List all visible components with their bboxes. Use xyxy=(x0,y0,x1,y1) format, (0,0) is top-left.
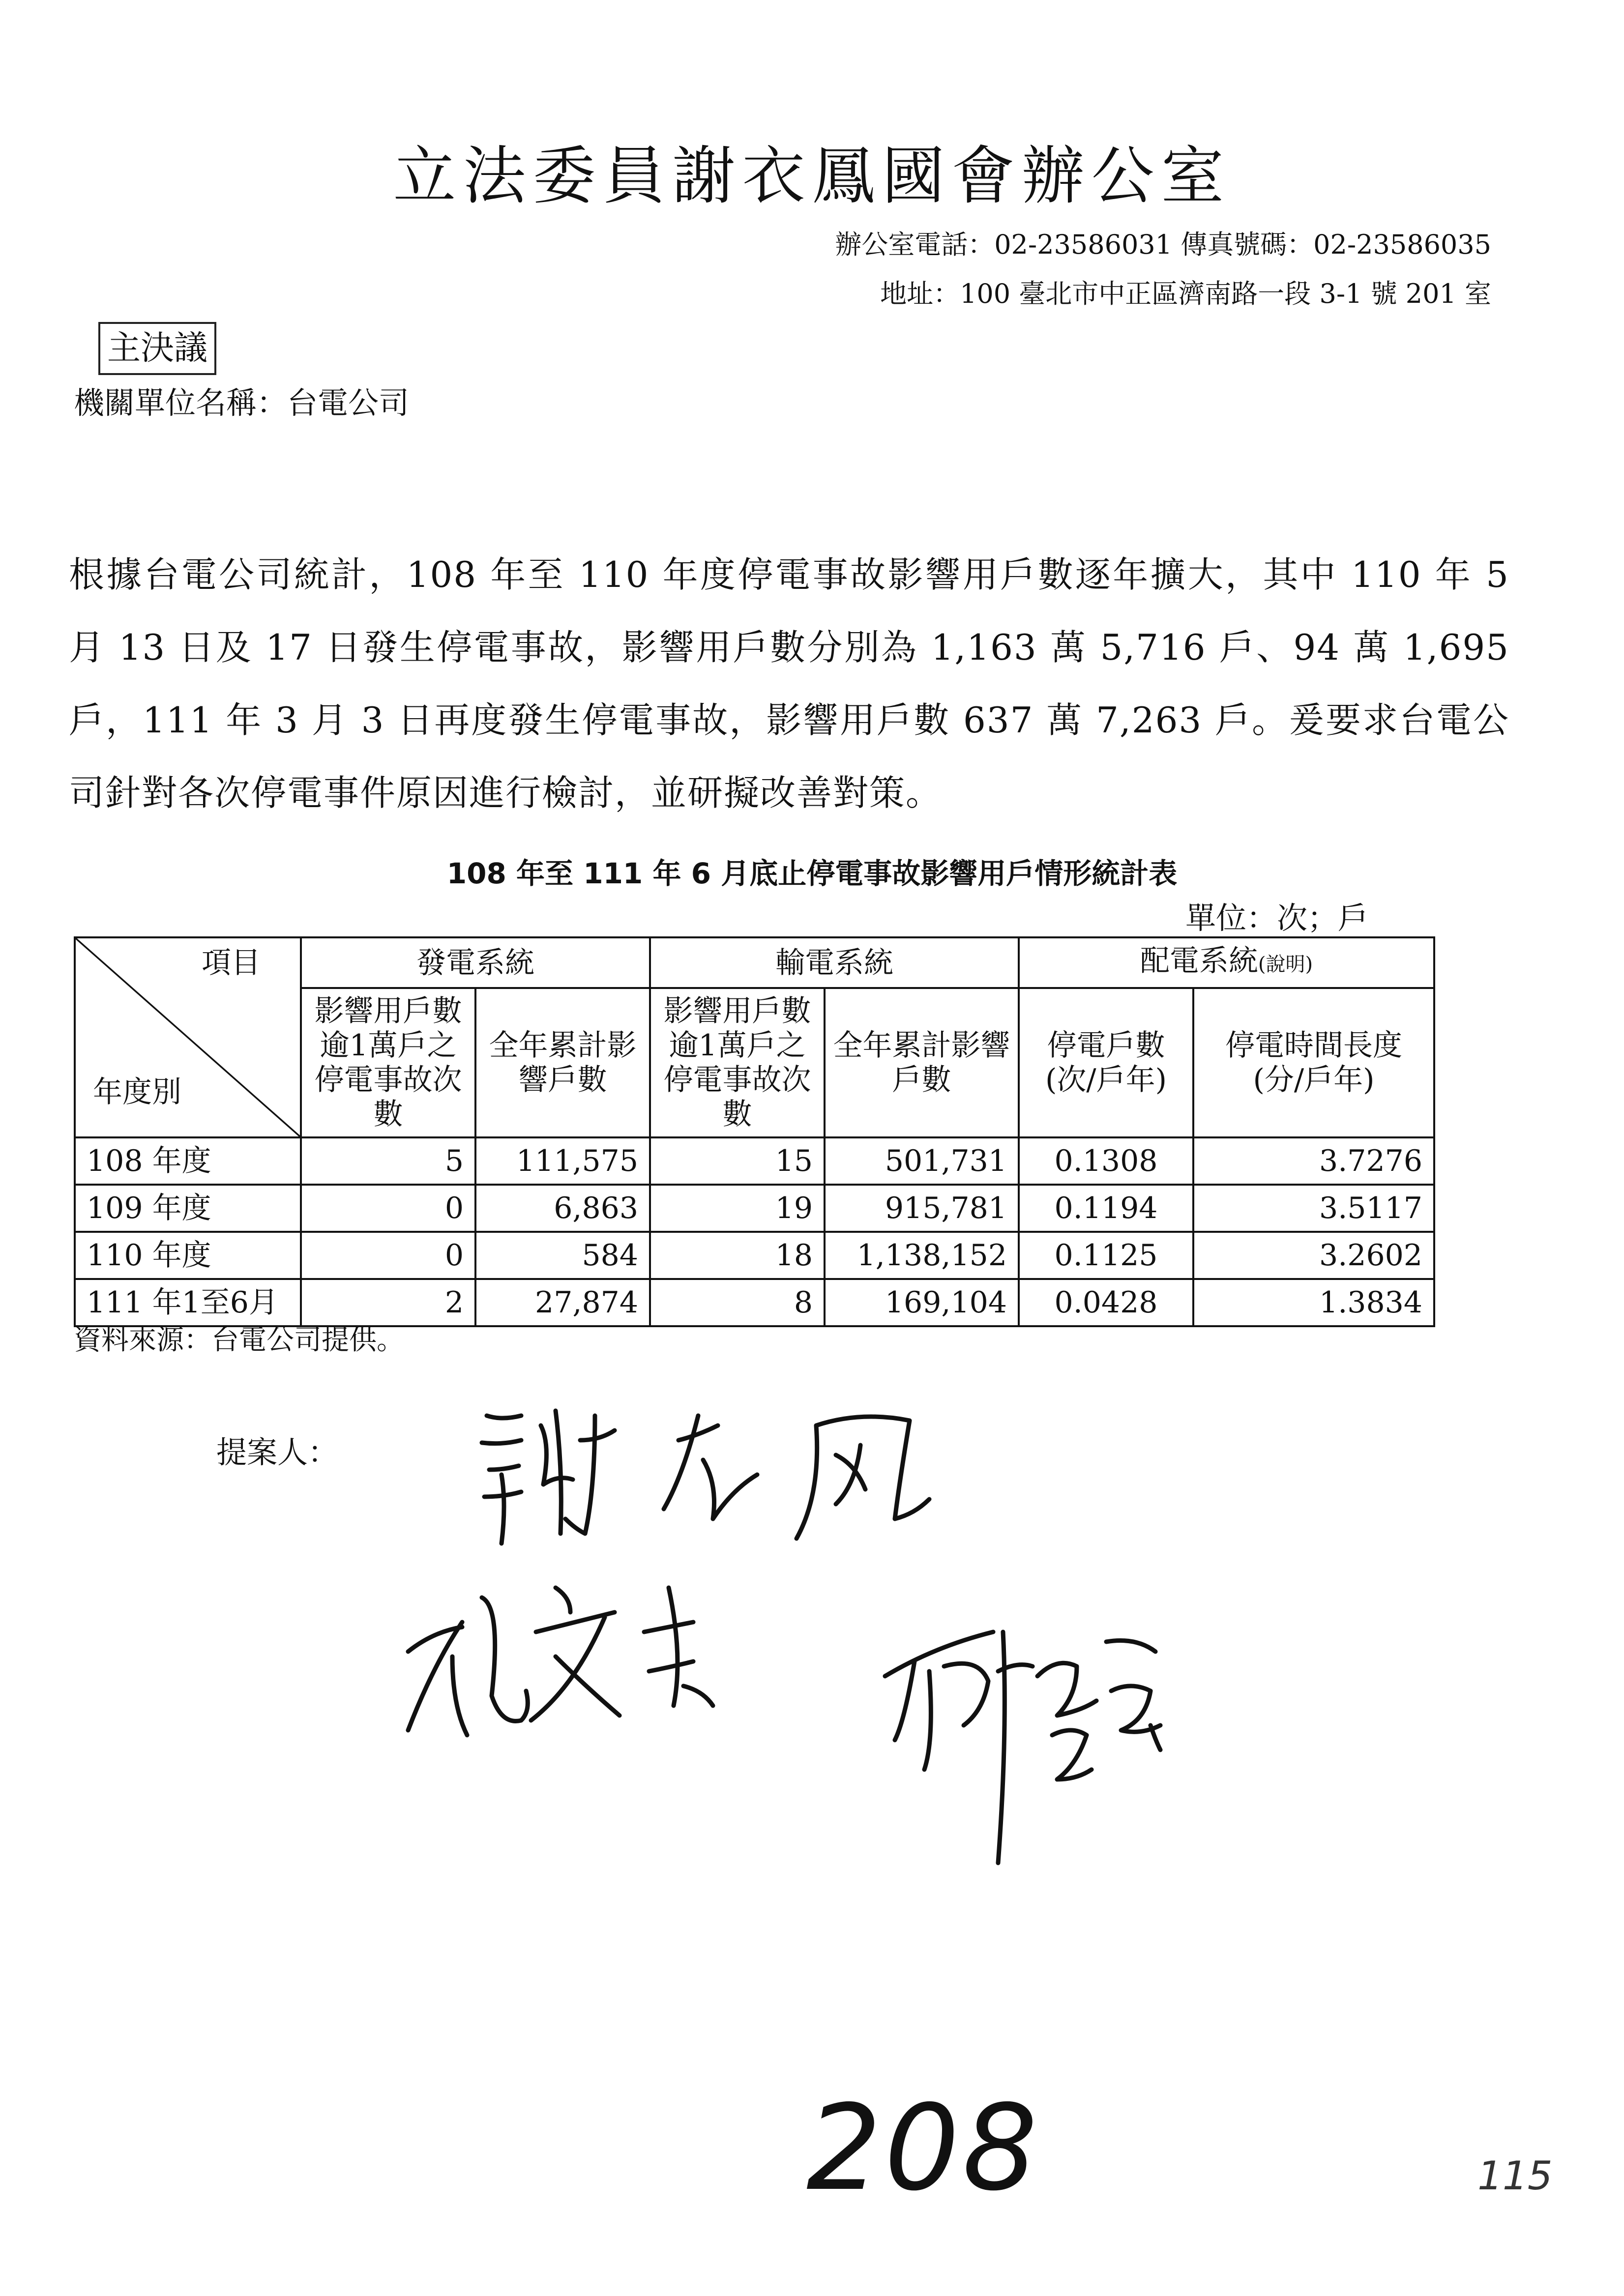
row-trans-total: 169,104 xyxy=(825,1279,1019,1326)
office-address: 地址：100 臺北市中正區濟南路一段 3-1 號 201 室 xyxy=(880,278,1491,309)
row-trans-count: 15 xyxy=(650,1137,825,1185)
row-trans-count: 8 xyxy=(650,1279,825,1326)
header-corner-cell xyxy=(75,937,301,1137)
row-dist-duration: 3.2602 xyxy=(1193,1232,1434,1279)
table-row xyxy=(75,1232,1434,1279)
row-gen-total: 111,575 xyxy=(475,1137,650,1185)
row-gen-count: 2 xyxy=(301,1279,475,1326)
signature-1 xyxy=(472,1396,944,1558)
corner-page-number: 115 xyxy=(1477,2153,1553,2199)
group-generation: 發電系統 xyxy=(301,937,650,988)
subheader-gen-total: 全年累計影響戶數 xyxy=(475,988,650,1137)
page-number: 208 xyxy=(806,2079,1041,2217)
table-row xyxy=(75,1137,1434,1185)
row-gen-count: 5 xyxy=(301,1137,475,1185)
row-year: 109 年度 xyxy=(75,1185,301,1232)
office-title: 立法委員謝衣鳳國會辦公室 xyxy=(393,140,1231,213)
office-phone-fax: 辦公室電話：02-23586031 傳真號碼：02-23586035 xyxy=(835,229,1491,260)
signature-3 xyxy=(875,1612,1219,1868)
subheader-gen-count: 影響用戶數逾1萬戶之停電事故次數 xyxy=(301,988,475,1137)
row-dist-duration: 3.5117 xyxy=(1193,1185,1434,1232)
group-distribution xyxy=(1019,937,1434,988)
resolution-body: 根據台電公司統計，108 年至 110 年度停電事故影響用戶數逐年擴大，其中 110 年 5 月 13 日及 17 日發生停電事故，影響用戶數分別為 1,163 萬 5,716 戶、94 萬 1,695 戶，111 年 3 月 3 日再度發生停電事故，影響用戶數 637 萬 7,263 戶。爰要求台電公司針對各次停電事件原因進行檢討，並研擬改善對策。 xyxy=(69,554,1509,814)
row-gen-total: 6,863 xyxy=(475,1185,650,1232)
row-trans-total: 1,138,152 xyxy=(825,1232,1019,1279)
row-dist-duration: 1.3834 xyxy=(1193,1279,1434,1326)
proposer-label: 提案人： xyxy=(216,1434,339,1470)
agency-name: 機關單位名稱：台電公司 xyxy=(74,385,410,421)
row-dist-households: 0.1194 xyxy=(1019,1185,1193,1232)
table-row xyxy=(75,1185,1434,1232)
row-dist-households: 0.1308 xyxy=(1019,1137,1193,1185)
row-gen-total: 27,874 xyxy=(475,1279,650,1326)
group-transmission: 輸電系統 xyxy=(650,937,1019,988)
subheader-trans-count: 影響用戶數逾1萬戶之停電事故次數 xyxy=(650,988,825,1137)
row-dist-households: 0.0428 xyxy=(1019,1279,1193,1326)
group-distribution-note: (說明) xyxy=(1258,953,1313,976)
corner-year-label: 年度別 xyxy=(93,1075,181,1109)
subheader-trans-total: 全年累計影響戶數 xyxy=(825,988,1019,1137)
row-trans-total: 501,731 xyxy=(825,1137,1019,1185)
outage-statistics-table xyxy=(74,936,1435,1327)
row-gen-total: 584 xyxy=(475,1232,650,1279)
row-year: 108 年度 xyxy=(75,1137,301,1185)
row-trans-count: 19 xyxy=(650,1185,825,1232)
signature-2 xyxy=(393,1558,836,1760)
group-distribution-label: 配電系統 xyxy=(1140,944,1258,978)
corner-item-label: 項目 xyxy=(202,946,261,980)
row-gen-count: 0 xyxy=(301,1185,475,1232)
table-unit: 單位：次；戶 xyxy=(1185,900,1368,936)
resolution-type-label: 主決議 xyxy=(98,322,216,375)
row-dist-households: 0.1125 xyxy=(1019,1232,1193,1279)
row-year: 110 年度 xyxy=(75,1232,301,1279)
row-trans-total: 915,781 xyxy=(825,1185,1019,1232)
subheader-dist-households: 停電戶數 (次/戶年) xyxy=(1019,988,1193,1137)
row-year: 111 年1至6月 xyxy=(75,1279,301,1326)
subheader-dist-duration: 停電時間長度 (分/戶年) xyxy=(1193,988,1434,1137)
row-trans-count: 18 xyxy=(650,1232,825,1279)
table-header-group-row xyxy=(75,937,1434,988)
row-gen-count: 0 xyxy=(301,1232,475,1279)
table-title: 108 年至 111 年 6 月底止停電事故影響用戶情形統計表 xyxy=(446,857,1178,890)
row-dist-duration: 3.7276 xyxy=(1193,1137,1434,1185)
data-source-note: 資料來源：台電公司提供。 xyxy=(74,1324,404,1356)
